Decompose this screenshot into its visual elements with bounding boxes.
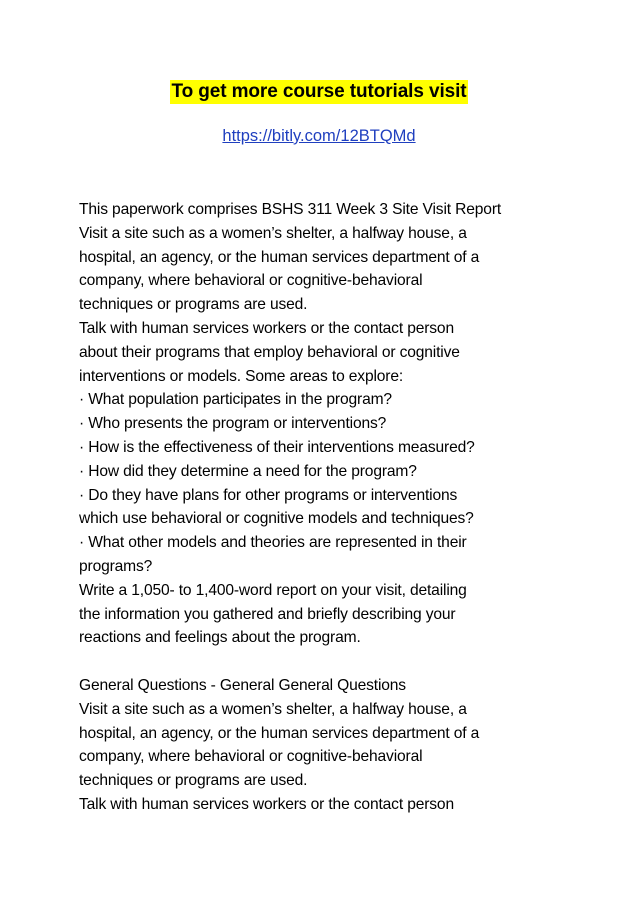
body-line: · What other models and theories are represented in their [79,534,467,552]
body-line: company, where behavioral or cognitive-behavioral [79,272,423,290]
body-line: which use behavioral or cognitive models and techniques? [79,510,474,528]
body-line: techniques or programs are used. [79,296,308,314]
body-line: company, where behavioral or cognitive-behavioral [79,748,423,766]
body-line: · Who presents the program or interventions? [79,415,387,433]
body-line: · How did they determine a need for the program? [79,462,417,480]
body-line: · What population participates in the program? [79,391,392,409]
body-line: · How is the effectiveness of their interventions measured? [79,438,475,456]
tutorial-link[interactable]: https://bitly.com/12BTQMd [222,127,416,145]
body-line: Visit a site such as a women’s shelter, a halfway house, a [79,700,467,718]
body-line: reactions and feelings about the program. [79,629,361,647]
body-line: Visit a site such as a women’s shelter, a halfway house, a [79,224,467,242]
link-row [0,125,638,147]
body-line: interventions or models. Some areas to explore: [79,367,404,385]
page-title: To get more course tutorials visit [171,81,467,102]
body-line: about their programs that employ behavioral or cognitive [79,343,460,361]
body-line: the information you gathered and briefly describing your [79,605,456,623]
body-line: General Questions - General General Questions [79,676,406,694]
body-line: hospital, an agency, or the human services department of a [79,248,480,266]
body-line: Talk with human services workers or the contact person [79,319,454,337]
body-line: hospital, an agency, or the human services department of a [79,724,480,742]
body-text [79,198,559,817]
body-line: Write a 1,050- to 1,400-word report on your visit, detailing [79,581,467,599]
body-line: programs? [79,557,153,575]
body-line: This paperwork comprises BSHS 311 Week 3 Site Visit Report [79,201,502,218]
title-row [0,80,638,104]
body-line: · Do they have plans for other programs or interventions [79,486,458,504]
blank-line [79,650,559,674]
body-line: techniques or programs are used. [79,772,308,790]
body-line: Talk with human services workers or the contact person [79,795,454,813]
